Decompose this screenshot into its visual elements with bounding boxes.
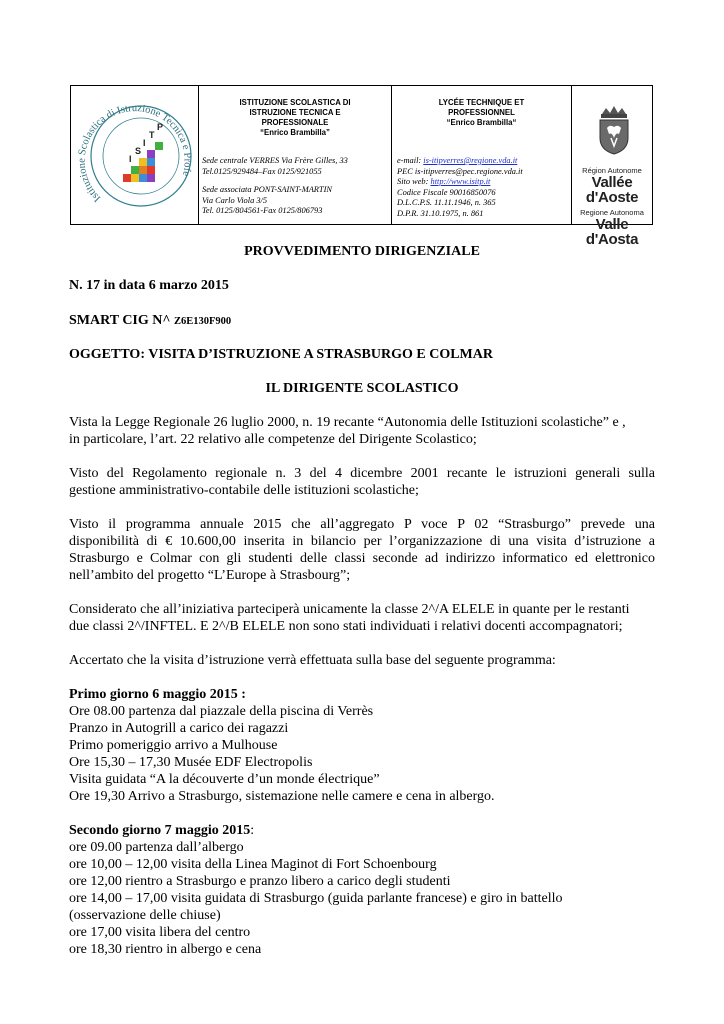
region-label-it: Regione Autonoma [580, 208, 644, 217]
school-logo [71, 86, 199, 226]
website-label: Sito web: [397, 177, 431, 186]
cig-code: Z6E130F900 [174, 316, 232, 327]
contact-line: D.L.C.P.S. 11.11.1946, n. 365 [397, 198, 496, 207]
french-header-cell [392, 86, 572, 224]
contact-line: Codice Fiscale 90016850076 [397, 187, 496, 197]
address-line: Tel.0125/929484–Fax 0125/921055 [202, 166, 322, 176]
french-title-line: “Enrico Brambilla“ [446, 118, 517, 127]
french-title-line: LYCÉE TECHNIQUE ET [438, 98, 525, 107]
paragraph-line: Accertato che la visita d’istruzione verrà effettuata sulla base del seguente programma: [69, 653, 556, 668]
day2-title: Secondo giorno 7 maggio 2015 [69, 823, 251, 838]
schedule-line: ore 18,30 rientro in albergo e cena [69, 942, 262, 957]
address-line: Sede associata PONT-SAINT-MARTIN [202, 185, 332, 194]
italian-header-cell [199, 86, 392, 224]
email-link[interactable]: is-itipverres@regione.vda.it [423, 156, 518, 165]
logo-letter-p: P [157, 122, 164, 132]
schedule-line: Pranzo in Autogrill a carico dei ragazzi [69, 721, 289, 736]
document-title: PROVVEDIMENTO DIRIGENZIALE [244, 244, 480, 259]
schedule-line: Ore 08.00 partenza dal piazzale della piscina di Verrès [69, 704, 374, 719]
role-heading: IL DIRIGENTE SCOLASTICO [265, 381, 459, 396]
schedule-line: (osservazione delle chiuse) [69, 908, 221, 923]
cig-line [69, 312, 655, 330]
paragraph-line: Visto del Regolamento regionale n. 3 del 4 dicembre 2001 recante le istruzioni generali sulla [69, 466, 655, 481]
french-title-line: PROFESSIONNEL [448, 108, 515, 117]
paragraph-line: Strasburgo e Colmar con gli studenti delle classi seconde ad indirizzo informatico ed elettronico [69, 551, 655, 566]
italian-title-line: ISTRUZIONE TECNICA E [249, 108, 341, 117]
letterhead [70, 85, 653, 248]
schedule-line: ore 09.00 partenza dall’albergo [69, 840, 244, 855]
email-label: e-mail: [397, 156, 424, 165]
website-link[interactable]: http://www.isitp.it [430, 177, 491, 186]
french-title [392, 98, 571, 128]
italian-title [199, 98, 391, 138]
address-line: Sede centrale VERRES Via Frère Gilles, 33 [202, 156, 348, 165]
logo-letter-i: I [129, 154, 132, 164]
region-coat-of-arms-icon [594, 104, 634, 156]
logo-arc-text: Istituzione Scolastica di Istruzione Tecnica e Profe [76, 103, 193, 204]
schedule-line: ore 17,00 visita libera del centro [69, 925, 251, 940]
school-logo-cell [71, 86, 199, 224]
schedule-line: ore 14,00 – 17,00 visita guidata di Strasburgo (guida parlante francese) e giro in battello [69, 891, 563, 906]
french-contacts [397, 156, 569, 219]
subject-line: OGGETTO: VISITA D’ISTRUZIONE A STRASBURGO E COLMAR [69, 347, 493, 362]
paragraph-line: gestione amministrativo-contabile delle istituzioni scolastiche; [69, 483, 419, 498]
paragraph-line: due classi 2^/INFTEL. E 2^/B ELELE non sono stati individuati i relativi docenti accompagnatori; [69, 619, 623, 634]
italian-address [202, 156, 389, 217]
italian-title-line: “Enrico Brambilla” [260, 128, 330, 137]
schedule-line: ore 10,00 – 12,00 visita della Linea Maginot di Fort Schoenbourg [69, 857, 437, 872]
italian-title-line: ISTITUZIONE SCOLASTICA DI [239, 98, 351, 107]
day1-heading: Primo giorno 6 maggio 2015 : [69, 687, 246, 702]
region-name-fr: Vallée d'Aoste [585, 174, 639, 206]
address-line: Tel. 0125/804561-Fax 0125/806793 [202, 206, 323, 215]
schedule-line: Ore 15,30 – 17,30 Musée EDF Electropolis [69, 755, 313, 770]
region-logo-cell [572, 86, 652, 248]
region-wordmark [572, 166, 652, 247]
schedule-line: Visita guidata “A la découverte d’un monde électrique” [69, 772, 380, 787]
website-line [397, 177, 569, 188]
region-name-it: Valle d'Aosta [585, 216, 639, 248]
paragraph-line: Visto il programma annuale 2015 che all’aggregato P voce P 02 “Strasburgo” prevede una [69, 517, 655, 532]
region-label-fr: Région Autonome [582, 166, 642, 175]
schedule-line: ore 12,00 rientro a Strasburgo e pranzo libero a carico degli studenti [69, 874, 451, 889]
paragraph-line: disponibilità di € 10.600,00 inserita in bilancio per l’organizzazione di una visita d’istruzione a [69, 534, 655, 549]
document-number: N. 17 in data 6 marzo 2015 [69, 278, 229, 293]
cig-label: SMART CIG N^ [69, 313, 175, 328]
day2-colon: : [250, 823, 255, 838]
paragraph-line: Considerato che all’iniziativa parteciperà unicamente la classe 2^/A ELELE in quante per le restanti [69, 602, 630, 617]
logo-letter-s: S [135, 146, 142, 156]
svg-text:Istituzione Scolastica di Istr [71, 86, 193, 204]
logo-letter-i2: I [143, 138, 146, 148]
pec-line: PEC is-itipverres@pec.regione.vda.it [397, 166, 523, 176]
email-line [397, 156, 569, 167]
paragraph-line: Vista la Legge Regionale 26 luglio 2000, n. 19 recante “Autonomia delle Istituzioni scolastiche” e , [69, 415, 626, 430]
day2-heading [69, 822, 655, 839]
italian-title-line: PROFESSIONALE [261, 118, 329, 127]
schedule-line: Primo pomeriggio arrivo a Mulhouse [69, 738, 278, 753]
address-line: Via Carlo Viola 3/5 [202, 195, 268, 205]
paragraph-line: nell’ambito del progetto “L’Europe à Strasbourg”; [69, 568, 351, 583]
contact-line: D.P.R. 31.10.1975, n. 861 [397, 208, 484, 218]
logo-letter-t: T [149, 130, 155, 140]
paragraph-line: in particolare, l’art. 22 relativo alle competenze del Dirigente Scolastico; [69, 432, 477, 447]
schedule-line: Ore 19,30 Arrivo a Strasburgo, sistemazione nelle camere e cena in albergo. [69, 789, 495, 804]
